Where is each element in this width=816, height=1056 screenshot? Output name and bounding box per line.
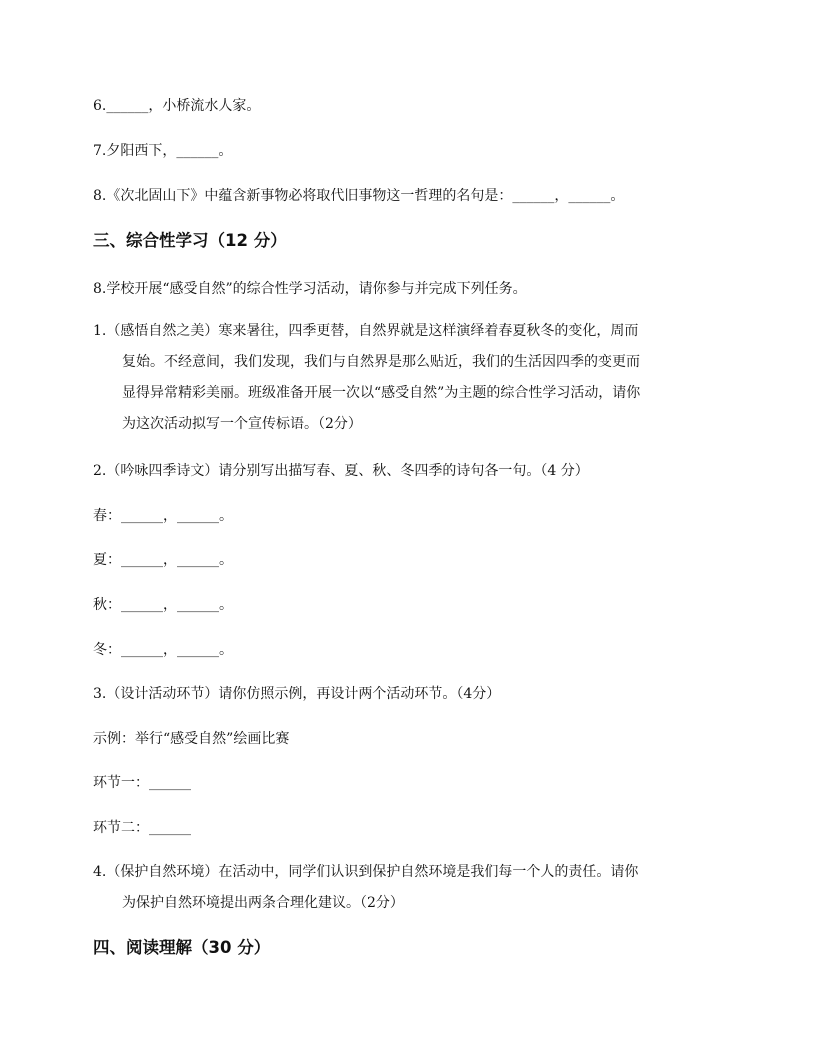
task-3-step-1: 环节一：______ (93, 775, 191, 791)
section-3-heading: 三、综合性学习（12 分） (93, 231, 287, 250)
task-4-line-2: 为保护自然环境提出两条合理化建议。（2分） (122, 895, 404, 911)
task-2-summer: 夏：______，______。 (93, 552, 233, 568)
task-2-prompt: 2.（吟咏四季诗文）请分别写出描写春、夏、秋、冬四季的诗句各一句。（4 分） (93, 463, 589, 479)
task-2-spring: 春：______，______。 (93, 508, 233, 524)
section-4-heading: 四、阅读理解（30 分） (93, 938, 271, 957)
task-1-line-4: 为这次活动拟写一个宣传标语。（2分） (122, 416, 362, 432)
task-3-prompt: 3.（设计活动环节）请你仿照示例，再设计两个活动环节。（4分） (93, 686, 501, 702)
task-4-paragraph (93, 857, 733, 919)
question-8-poem: 8.《次北固山下》中蕴含新事物必将取代旧事物这一哲理的名句是：______，______。 (93, 188, 625, 204)
task-1-line-2: 复始。不经意间，我们发现，我们与自然界是那么贴近，我们的生活因四季的变更而 (122, 354, 640, 370)
task-4-line-1: 4.（保护自然环境）在活动中，同学们认识到保护自然环境是我们每一个人的责任。请你 (93, 864, 639, 880)
task-1-line-3: 显得异常精彩美丽。班级准备开展一次以“感受自然”为主题的综合性学习活动，请你 (122, 385, 641, 401)
task-1-line-1: 1.（感悟自然之美）寒来暑往，四季更替，自然界就是这样演绎着春夏秋冬的变化，周而 (93, 323, 639, 339)
question-7: 7.夕阳西下，______。 (93, 143, 233, 159)
task-2-winter: 冬：______，______。 (93, 642, 233, 658)
question-6: 6.______，小桥流水人家。 (93, 98, 261, 114)
task-3-example: 示例：举行“感受自然”绘画比赛 (93, 731, 290, 747)
section-3-intro: 8.学校开展“感受自然”的综合性学习活动，请你参与并完成下列任务。 (93, 281, 527, 297)
task-1-paragraph (93, 316, 733, 440)
task-3-step-2: 环节二：______ (93, 820, 191, 836)
task-2-autumn: 秋：______，______。 (93, 597, 233, 613)
